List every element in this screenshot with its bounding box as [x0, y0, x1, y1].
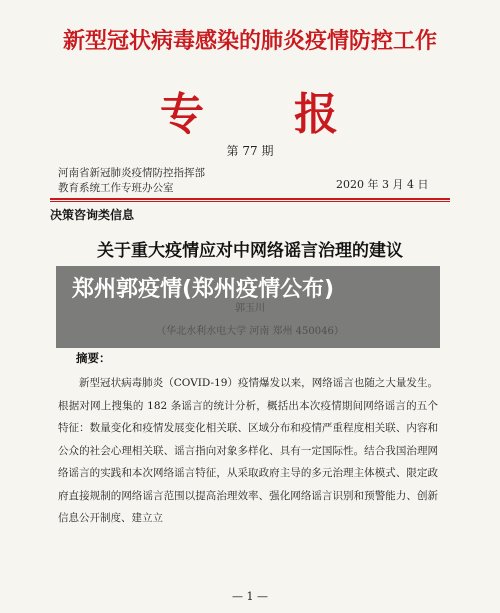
- issue-date: 2020 年 3 月 4 日: [336, 178, 429, 191]
- abstract-text: 新型冠状病毒肺炎（COVID-19）疫情爆发以来，网络谣言也随之大量发生。根据对网上搜集的 182 条谣言的统计分析，概括出本次疫情期间网络谣言的五个特征：数量变化和疫情发展变化相关联、区域分布和疫情严重程度相关联、内容和公众的社会心理相关联、谣言指向对象多样化、具有一定国际性。结合我国治理网络谣言的实践和本次网络谣言特征，从采取政府主导的多元治理主体模式、限定政府直接规制的网络谣言范围以提高治理效率、强化网络谣言识别和预警能力、创新信息公开制度、建立立: [58, 377, 438, 524]
- abstract-body: [58, 372, 438, 530]
- page-number: — 1 —: [232, 590, 268, 603]
- org-line-1: 河南省新冠肺炎疫情防控指挥部: [58, 167, 205, 179]
- header-title: 新型冠状病毒感染的肺炎疫情防控工作: [62, 28, 437, 54]
- category-label: 决策咨询类信息: [50, 208, 135, 222]
- issuing-organization: [58, 166, 205, 196]
- header-zhuan: 专: [160, 89, 204, 140]
- header-bao: 报: [294, 89, 338, 140]
- document-title: 关于重大疫情应对中网络谣言治理的建议: [97, 241, 403, 261]
- issue-number: 第 77 期: [226, 144, 274, 158]
- red-divider-bottom: [50, 201, 450, 202]
- red-divider-top: [50, 198, 450, 200]
- abstract-label: 摘要：: [76, 351, 111, 365]
- org-line-2: 教育系统工作专班办公室: [58, 182, 174, 194]
- caption-overlay-text: 郑州郭疫情(郑州疫情公布): [72, 277, 335, 302]
